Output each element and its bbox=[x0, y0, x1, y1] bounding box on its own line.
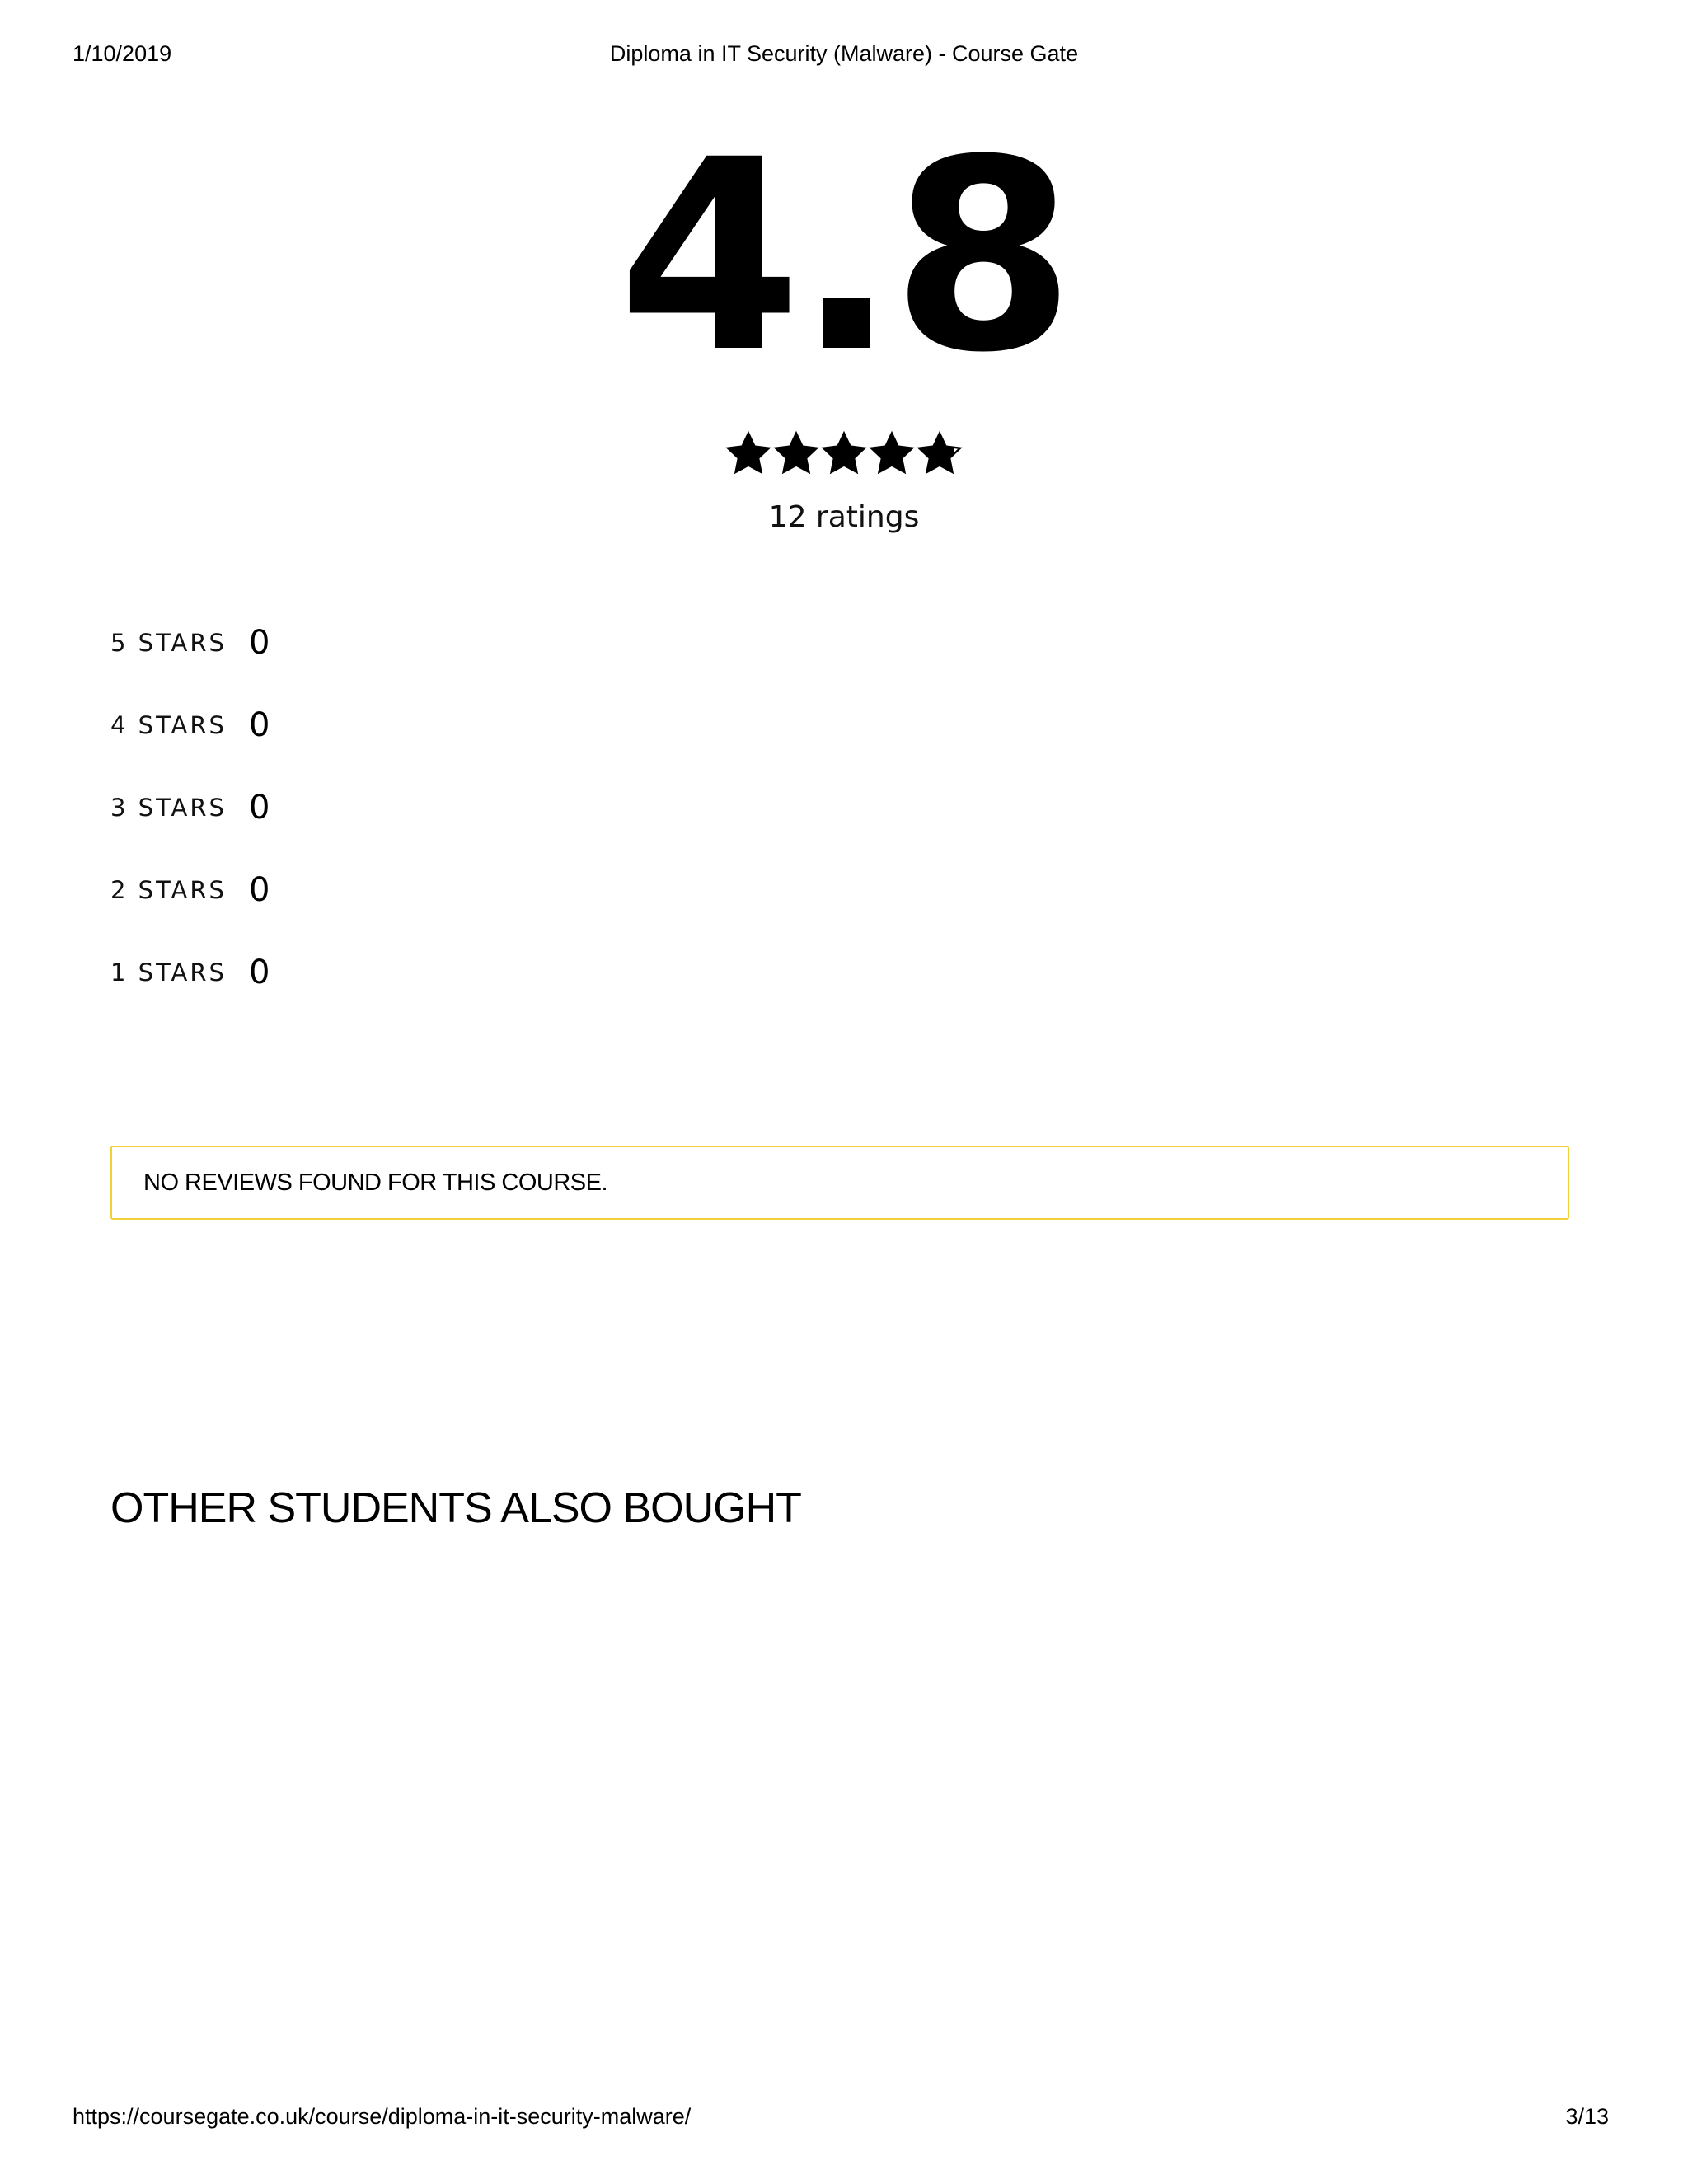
breakdown-row-2 bbox=[110, 849, 605, 931]
print-title: Diploma in IT Security (Malware) - Course Gate bbox=[609, 41, 1079, 66]
rating-breakdown bbox=[110, 602, 605, 1014]
star-icon bbox=[916, 430, 964, 478]
breakdown-count: 0 bbox=[249, 624, 270, 662]
breakdown-row-3 bbox=[110, 766, 605, 849]
print-url: https://coursegate.co.uk/course/diploma-in-it-security-malware/ bbox=[73, 2104, 692, 2129]
no-reviews-text: NO REVIEWS FOUND FOR THIS COURSE. bbox=[143, 1169, 608, 1196]
star-icon bbox=[724, 430, 772, 478]
print-date: 1/10/2019 bbox=[73, 41, 172, 66]
star-rating bbox=[0, 430, 1688, 478]
average-rating: 4.8 bbox=[617, 104, 1071, 410]
also-bought-heading: OTHER STUDENTS ALSO BOUGHT bbox=[110, 1484, 801, 1532]
breakdown-count: 0 bbox=[249, 871, 270, 909]
star-icon bbox=[820, 430, 868, 478]
no-reviews-notice bbox=[110, 1146, 1569, 1220]
breakdown-label: 5 STARS bbox=[110, 629, 227, 657]
breakdown-label: 2 STARS bbox=[110, 876, 227, 904]
star-icon bbox=[868, 430, 916, 478]
breakdown-row-1 bbox=[110, 931, 605, 1014]
breakdown-label: 3 STARS bbox=[110, 794, 227, 822]
breakdown-count: 0 bbox=[249, 789, 270, 827]
print-page-number: 3/13 bbox=[1565, 2104, 1609, 2129]
breakdown-label: 1 STARS bbox=[110, 958, 227, 987]
ratings-count: 12 ratings bbox=[768, 500, 920, 534]
breakdown-row-4 bbox=[110, 684, 605, 766]
breakdown-label: 4 STARS bbox=[110, 711, 227, 739]
breakdown-count: 0 bbox=[249, 706, 270, 744]
star-icon bbox=[772, 430, 820, 478]
breakdown-count: 0 bbox=[249, 954, 270, 991]
breakdown-row-5 bbox=[110, 602, 605, 684]
